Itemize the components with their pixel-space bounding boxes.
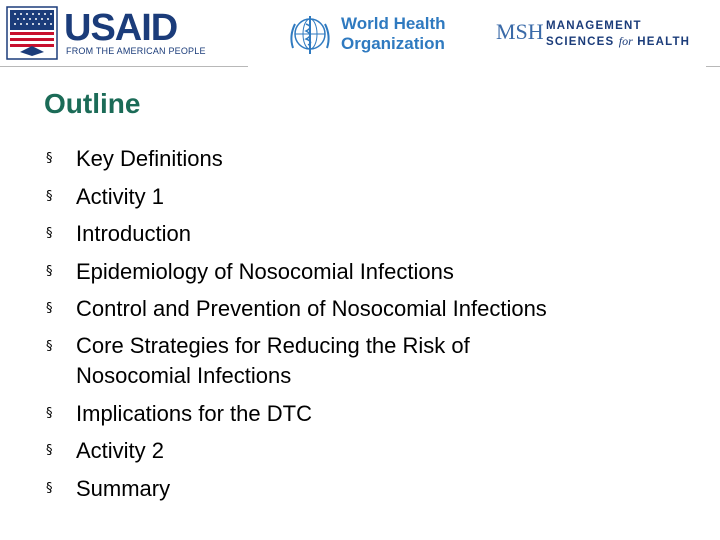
bullet-icon: § <box>46 301 53 316</box>
usaid-logo <box>6 6 206 60</box>
slide-title: Outline <box>44 88 141 119</box>
msh-name-line2: SCIENCES for HEALTH <box>546 34 691 48</box>
msh-logo <box>496 12 711 52</box>
header-divider-right <box>706 66 720 67</box>
bullet-icon: § <box>46 151 53 166</box>
list-item: § Core Strategies for Reducing the Risk of Nosocomial Infections <box>44 328 704 395</box>
outline-list <box>44 140 704 507</box>
list-item: § Summary <box>44 470 704 508</box>
who-emblem-icon <box>285 10 335 60</box>
usaid-tagline: FROM THE AMERICAN PEOPLE <box>66 46 206 56</box>
bullet-icon: § <box>46 188 53 204</box>
logo-header <box>0 0 720 72</box>
who-logo <box>285 10 450 60</box>
bullet-icon: § <box>46 263 53 279</box>
usaid-wordmark: USAID <box>64 7 178 49</box>
list-item: § Control and Prevention of Nosocomial Infections <box>44 290 704 328</box>
usaid-seal-icon <box>6 6 58 60</box>
bullet-icon: § <box>46 443 53 458</box>
list-item: § Key Definitions <box>44 140 704 178</box>
list-item: § Introduction <box>44 215 704 253</box>
who-name-line2: Organization <box>341 34 445 53</box>
msh-monogram: MSH <box>496 19 544 44</box>
bullet-icon: § <box>46 480 53 496</box>
list-item: § Activity 1 <box>44 178 704 216</box>
list-item: § Epidemiology of Nosocomial Infections <box>44 253 704 291</box>
list-item: § Activity 2 <box>44 432 704 470</box>
list-item: § Implications for the DTC <box>44 395 704 433</box>
bullet-icon: § <box>46 338 53 354</box>
bullet-icon: § <box>46 226 53 241</box>
bullet-icon: § <box>46 405 53 421</box>
header-divider <box>0 66 248 67</box>
who-name-line1: World Health <box>341 14 446 33</box>
msh-name-line1: MANAGEMENT <box>546 20 642 32</box>
